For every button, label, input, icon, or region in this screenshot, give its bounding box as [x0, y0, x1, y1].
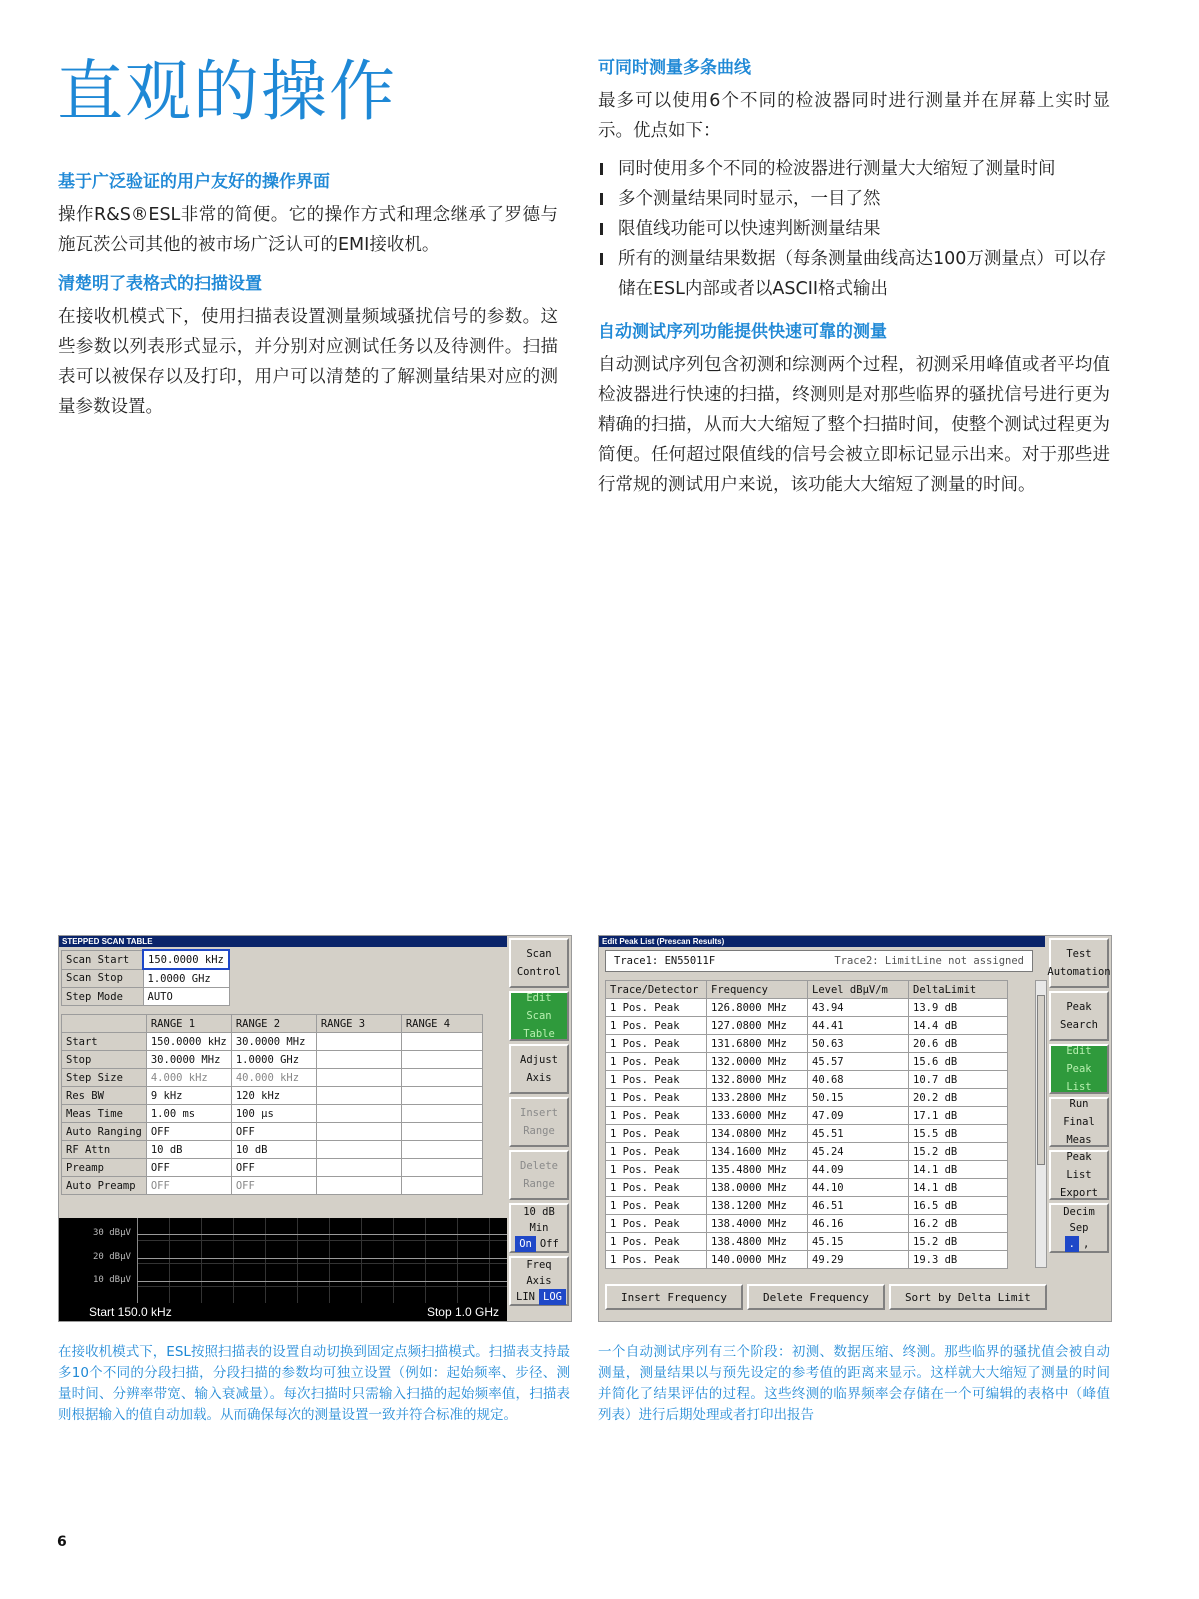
- bullet-item: 限值线功能可以快速判断测量结果: [598, 214, 1110, 244]
- table-cell[interactable]: [401, 1177, 482, 1195]
- step-mode-field[interactable]: AUTO: [143, 988, 229, 1006]
- table-row[interactable]: [606, 1143, 1008, 1161]
- row-label: Step Size: [62, 1069, 147, 1087]
- table-row[interactable]: [606, 1233, 1008, 1251]
- table-cell[interactable]: OFF: [146, 1159, 231, 1177]
- table-cell[interactable]: 16.2 dB: [909, 1215, 1008, 1233]
- table-cell[interactable]: 1 Pos. Peak: [606, 1071, 707, 1089]
- section-body: 在接收机模式下，使用扫描表设置测量频域骚扰信号的参数。这些参数以列表形式显示，并分别对应测试任务以及待测件。扫描表可以被保存以及打印，用户可以清楚的了解测量结果对应的测量参数设置。: [58, 307, 558, 417]
- column-header: RANGE 3: [316, 1015, 401, 1033]
- bullet-item: 所有的测量结果数据（每条测量曲线高达100万测量点）可以存储在ESL内部或者以ASCII格式输出: [598, 244, 1110, 304]
- table-row: [62, 969, 230, 988]
- dot-option[interactable]: .: [1065, 1236, 1079, 1252]
- table-cell[interactable]: OFF: [146, 1123, 231, 1141]
- peak-list-screenshot: [598, 935, 1112, 1322]
- table-cell[interactable]: 1 Pos. Peak: [606, 1017, 707, 1035]
- table-cell[interactable]: 49.29: [808, 1251, 909, 1269]
- action-buttons: [605, 1284, 1047, 1310]
- y-axis-label: 10 dBµV: [93, 1275, 131, 1285]
- table-cell[interactable]: 138.0000 MHz: [707, 1179, 808, 1197]
- table-cell[interactable]: [316, 1033, 401, 1051]
- table-row[interactable]: [606, 1089, 1008, 1107]
- table-cell[interactable]: [316, 1087, 401, 1105]
- table-row[interactable]: [606, 999, 1008, 1017]
- table-cell[interactable]: [401, 1141, 482, 1159]
- adjust-axis-button[interactable]: Adjust Axis: [509, 1044, 569, 1094]
- window-title: Edit Peak List (Prescan Results): [599, 936, 1045, 947]
- row-label: RF Attn: [62, 1141, 147, 1159]
- table-cell[interactable]: 1 Pos. Peak: [606, 1089, 707, 1107]
- table-cell[interactable]: 44.09: [808, 1161, 909, 1179]
- table-cell[interactable]: 15.6 dB: [909, 1053, 1008, 1071]
- table-row: [62, 1105, 483, 1123]
- table-cell[interactable]: [401, 1051, 482, 1069]
- row-label: Meas Time: [62, 1105, 147, 1123]
- table-cell[interactable]: 46.51: [808, 1197, 909, 1215]
- table-cell[interactable]: [401, 1087, 482, 1105]
- edit-scan-table-button[interactable]: Edit Scan Table: [509, 991, 569, 1041]
- table-cell[interactable]: 10.7 dB: [909, 1071, 1008, 1089]
- bullet-item: 多个测量结果同时显示，一目了然: [598, 184, 1110, 214]
- table-row: [62, 1123, 483, 1141]
- table-cell[interactable]: 14.1 dB: [909, 1161, 1008, 1179]
- table-cell[interactable]: 45.15: [808, 1233, 909, 1251]
- table-cell[interactable]: 135.4800 MHz: [707, 1161, 808, 1179]
- table-cell[interactable]: [401, 1105, 482, 1123]
- trace-info: [605, 950, 1033, 972]
- table-row: [62, 1069, 483, 1087]
- softkey-panel: [507, 936, 571, 1321]
- left-column: [58, 170, 558, 434]
- table-cell[interactable]: 1 Pos. Peak: [606, 1233, 707, 1251]
- table-cell[interactable]: 120 kHz: [231, 1087, 316, 1105]
- table-row[interactable]: [606, 1053, 1008, 1071]
- table-cell[interactable]: 44.10: [808, 1179, 909, 1197]
- scan-stop-field[interactable]: 1.0000 GHz: [143, 969, 229, 988]
- table-cell[interactable]: 134.1600 MHz: [707, 1143, 808, 1161]
- edit-peak-list-button[interactable]: Edit Peak List: [1049, 1044, 1109, 1094]
- table-cell[interactable]: 50.63: [808, 1035, 909, 1053]
- table-cell[interactable]: 1 Pos. Peak: [606, 1107, 707, 1125]
- column-header: RANGE 2: [231, 1015, 316, 1033]
- table-cell[interactable]: 50.15: [808, 1089, 909, 1107]
- row-label: Scan Start: [62, 950, 144, 969]
- right-column: [598, 56, 1110, 512]
- scan-table-screenshot: [58, 935, 572, 1322]
- row-label: Scan Stop: [62, 969, 144, 988]
- table-row[interactable]: [606, 1197, 1008, 1215]
- table-header-row: [62, 1015, 483, 1033]
- table-cell[interactable]: 126.8000 MHz: [707, 999, 808, 1017]
- table-cell[interactable]: 1 Pos. Peak: [606, 1125, 707, 1143]
- column-header: RANGE 1: [146, 1015, 231, 1033]
- table-cell[interactable]: 1.0000 GHz: [231, 1051, 316, 1069]
- section-body: 自动测试序列包含初测和综测两个过程，初测采用峰值或者平均值检波器进行快速的扫描，终测则是对那些临界的骚扰信号进行更为精确的扫描，从而大大缩短了整个扫描时间，使整个测试过程更为简便。任何超过限值线的信号会被立即标记显示出来。对于那些进行常规的测试用户来说，该功能大大缩短了测量的时间。: [598, 355, 1110, 495]
- stop-frequency-label: Stop 1.0 GHz: [426, 1305, 499, 1319]
- section-body: 操作R&S®ESL非常的简便。它的操作方式和理念继承了罗德与施瓦茨公司其他的被市场广泛认可的EMI接收机。: [58, 205, 558, 255]
- table-cell[interactable]: 17.1 dB: [909, 1107, 1008, 1125]
- table-cell[interactable]: 1 Pos. Peak: [606, 1143, 707, 1161]
- table-cell[interactable]: 134.0800 MHz: [707, 1125, 808, 1143]
- section-heading: 可同时测量多条曲线: [598, 58, 751, 78]
- table-cell[interactable]: [401, 1159, 482, 1177]
- table-row[interactable]: [606, 1107, 1008, 1125]
- table-cell[interactable]: 14.4 dB: [909, 1017, 1008, 1035]
- row-label: Auto Ranging: [62, 1123, 147, 1141]
- column-header[interactable]: Trace/Detector: [606, 981, 707, 999]
- right-figure-caption: 一个自动测试序列有三个阶段：初测、数据压缩、终测。那些临界的骚扰值会被自动测量，测量结果以与预先设定的参考值的距离来显示。这样就大大缩短了测量的时间并简化了结果评估的过程。这些终测的临界频率会存储在一个可编辑的表格中（峰值列表）进行后期处理或者打印出报告: [598, 1344, 1110, 1423]
- peak-list-export-button[interactable]: Peak List Export: [1049, 1150, 1109, 1200]
- section-heading: 清楚明了表格式的扫描设置: [58, 274, 262, 294]
- table-cell[interactable]: OFF: [146, 1177, 231, 1195]
- range-table: [61, 1014, 483, 1195]
- table-cell[interactable]: 15.5 dB: [909, 1125, 1008, 1143]
- table-cell[interactable]: [316, 1159, 401, 1177]
- table-cell[interactable]: 1.00 ms: [146, 1105, 231, 1123]
- table-cell[interactable]: 138.1200 MHz: [707, 1197, 808, 1215]
- column-header[interactable]: Level dBµV/m: [808, 981, 909, 999]
- bullet-item: 同时使用多个不同的检波器进行测量大大缩短了测量时间: [598, 154, 1110, 184]
- table-cell[interactable]: [316, 1123, 401, 1141]
- bullet-list: [598, 154, 1110, 304]
- table-cell[interactable]: 127.0800 MHz: [707, 1017, 808, 1035]
- table-cell[interactable]: 1 Pos. Peak: [606, 1053, 707, 1071]
- column-header[interactable]: DeltaLimit: [909, 981, 1008, 999]
- table-cell[interactable]: [401, 1123, 482, 1141]
- column-header[interactable]: Frequency: [707, 981, 808, 999]
- table-cell[interactable]: OFF: [231, 1123, 316, 1141]
- row-label: Stop: [62, 1051, 147, 1069]
- table-cell[interactable]: 45.51: [808, 1125, 909, 1143]
- table-row[interactable]: [606, 1071, 1008, 1089]
- table-cell[interactable]: [316, 1141, 401, 1159]
- table-cell[interactable]: 138.4000 MHz: [707, 1215, 808, 1233]
- on-option[interactable]: On: [515, 1236, 536, 1252]
- page-number: 6: [57, 1534, 67, 1550]
- table-cell[interactable]: 19.3 dB: [909, 1251, 1008, 1269]
- y-axis-label: 20 dBµV: [93, 1252, 131, 1262]
- table-cell[interactable]: 1 Pos. Peak: [606, 1215, 707, 1233]
- table-cell[interactable]: 40.000 kHz: [231, 1069, 316, 1087]
- plot-grid: [137, 1218, 507, 1303]
- table-row[interactable]: [606, 1179, 1008, 1197]
- table-row: [62, 1177, 483, 1195]
- y-axis-label: 30 dBµV: [93, 1228, 131, 1238]
- table-header-row: [606, 981, 1008, 999]
- table-cell[interactable]: 47.09: [808, 1107, 909, 1125]
- table-cell[interactable]: 133.2800 MHz: [707, 1089, 808, 1107]
- table-cell[interactable]: 100 µs: [231, 1105, 316, 1123]
- table-cell[interactable]: 44.41: [808, 1017, 909, 1035]
- table-row: [62, 1159, 483, 1177]
- table-row: [62, 1051, 483, 1069]
- scan-range-table: [61, 949, 230, 1006]
- softkey-panel: [1047, 936, 1111, 1321]
- table-cell[interactable]: 132.8000 MHz: [707, 1071, 808, 1089]
- table-cell[interactable]: 4.000 kHz: [146, 1069, 231, 1087]
- table-row[interactable]: [606, 1125, 1008, 1143]
- delete-frequency-button[interactable]: Delete Frequency: [747, 1284, 885, 1310]
- table-cell[interactable]: [401, 1033, 482, 1051]
- table-cell[interactable]: 30.0000 MHz: [146, 1051, 231, 1069]
- table-cell[interactable]: [401, 1069, 482, 1087]
- table-cell[interactable]: 1 Pos. Peak: [606, 1179, 707, 1197]
- table-cell[interactable]: 1 Pos. Peak: [606, 1251, 707, 1269]
- table-cell[interactable]: [316, 1105, 401, 1123]
- peak-list-table: [605, 980, 1008, 1269]
- table-cell[interactable]: 45.57: [808, 1053, 909, 1071]
- table-cell[interactable]: 30.0000 MHz: [231, 1033, 316, 1051]
- ten-db-min-toggle[interactable]: 10 dB Min On Off: [509, 1203, 569, 1253]
- table-cell[interactable]: 1 Pos. Peak: [606, 1161, 707, 1179]
- table-cell[interactable]: 20.6 dB: [909, 1035, 1008, 1053]
- table-cell[interactable]: 15.2 dB: [909, 1143, 1008, 1161]
- table-cell[interactable]: [316, 1051, 401, 1069]
- scan-control-button[interactable]: Scan Control: [509, 938, 569, 988]
- table-row[interactable]: [606, 1017, 1008, 1035]
- table-cell[interactable]: 16.5 dB: [909, 1197, 1008, 1215]
- table-row: [62, 1033, 483, 1051]
- table-cell[interactable]: 40.68: [808, 1071, 909, 1089]
- vertical-scrollbar[interactable]: [1035, 980, 1047, 1268]
- scrollbar-thumb[interactable]: [1037, 995, 1045, 1165]
- table-row[interactable]: [606, 1161, 1008, 1179]
- section-heading: 基于广泛验证的用户友好的操作界面: [58, 172, 330, 192]
- table-cell[interactable]: 1 Pos. Peak: [606, 1035, 707, 1053]
- row-label: Start: [62, 1033, 147, 1051]
- table-row: [62, 988, 230, 1006]
- table-cell[interactable]: 46.16: [808, 1215, 909, 1233]
- table-cell[interactable]: [316, 1069, 401, 1087]
- page-title: 直观的操作: [57, 53, 397, 130]
- section-body: 最多可以使用6个不同的检波器同时进行测量并在屏幕上实时显示。优点如下：: [598, 91, 1110, 141]
- table-row: [62, 1087, 483, 1105]
- table-cell[interactable]: 132.0000 MHz: [707, 1053, 808, 1071]
- table-cell[interactable]: 20.2 dB: [909, 1089, 1008, 1107]
- spectrum-plot: [59, 1218, 507, 1321]
- table-cell[interactable]: 10 dB: [231, 1141, 316, 1159]
- table-cell[interactable]: OFF: [231, 1177, 316, 1195]
- insert-frequency-button[interactable]: Insert Frequency: [605, 1284, 743, 1310]
- section-heading: 自动测试序列功能提供快速可靠的测量: [598, 322, 887, 342]
- scan-start-field[interactable]: 150.0000 kHz: [143, 950, 229, 969]
- sort-by-delta-limit-button[interactable]: Sort by Delta Limit: [889, 1284, 1047, 1310]
- run-final-meas-button[interactable]: Run Final Meas: [1049, 1097, 1109, 1147]
- table-cell[interactable]: 14.1 dB: [909, 1179, 1008, 1197]
- table-row[interactable]: [606, 1215, 1008, 1233]
- table-cell[interactable]: 9 kHz: [146, 1087, 231, 1105]
- left-figure-caption: 在接收机模式下，ESL按照扫描表的设置自动切换到固定点频扫描模式。扫描表支持最多10个不同的分段扫描，分段扫描的参数均可独立设置（例如：起始频率、步径、测量时间、分辨率带宽、输入衰减量）。每次扫描时只需输入扫描的起始频率值，扫描表则根据输入的值自动加载。从而确保每次的测量设置一致并符合标准的规定。: [58, 1344, 570, 1423]
- table-cell[interactable]: 10 dB: [146, 1141, 231, 1159]
- table-cell[interactable]: 1 Pos. Peak: [606, 1197, 707, 1215]
- peak-search-button[interactable]: Peak Search: [1049, 991, 1109, 1041]
- row-label: Step Mode: [62, 988, 144, 1006]
- table-row[interactable]: [606, 1035, 1008, 1053]
- table-cell[interactable]: [316, 1177, 401, 1195]
- table-cell[interactable]: 43.94: [808, 999, 909, 1017]
- table-row[interactable]: [606, 1251, 1008, 1269]
- table-cell[interactable]: 140.0000 MHz: [707, 1251, 808, 1269]
- table-cell[interactable]: 131.6800 MHz: [707, 1035, 808, 1053]
- row-label: Auto Preamp: [62, 1177, 147, 1195]
- table-cell[interactable]: 13.9 dB: [909, 999, 1008, 1017]
- freq-axis-toggle[interactable]: Freq Axis LIN LOG: [509, 1256, 569, 1306]
- column-header: RANGE 4: [401, 1015, 482, 1033]
- row-label: Res BW: [62, 1087, 147, 1105]
- insert-range-button[interactable]: Insert Range: [509, 1097, 569, 1147]
- table-cell[interactable]: OFF: [231, 1159, 316, 1177]
- table-cell[interactable]: 133.6000 MHz: [707, 1107, 808, 1125]
- off-option[interactable]: Off: [539, 1238, 559, 1250]
- trace2-label: Trace2: LimitLine not assigned: [834, 955, 1024, 967]
- table-cell[interactable]: 45.24: [808, 1143, 909, 1161]
- table-cell[interactable]: 1 Pos. Peak: [606, 999, 707, 1017]
- lin-option[interactable]: LIN: [516, 1291, 535, 1303]
- table-cell[interactable]: 138.4800 MHz: [707, 1233, 808, 1251]
- test-automation-button[interactable]: Test Automation: [1049, 938, 1109, 988]
- table-cell[interactable]: 15.2 dB: [909, 1233, 1008, 1251]
- decim-sep-toggle[interactable]: Decim Sep . ,: [1049, 1203, 1109, 1253]
- table-cell[interactable]: 150.0000 kHz: [146, 1033, 231, 1051]
- log-option[interactable]: LOG: [539, 1289, 566, 1305]
- trace1-label: Trace1: EN55011F: [614, 955, 716, 967]
- table-row: [62, 950, 230, 969]
- delete-range-button[interactable]: Delete Range: [509, 1150, 569, 1200]
- start-frequency-label: Start 150.0 kHz: [89, 1305, 172, 1319]
- peak-rows: [606, 999, 1008, 1269]
- comma-option[interactable]: ,: [1083, 1238, 1090, 1250]
- row-label: Preamp: [62, 1159, 147, 1177]
- window-title: STEPPED SCAN TABLE: [59, 936, 507, 947]
- table-row: [62, 1141, 483, 1159]
